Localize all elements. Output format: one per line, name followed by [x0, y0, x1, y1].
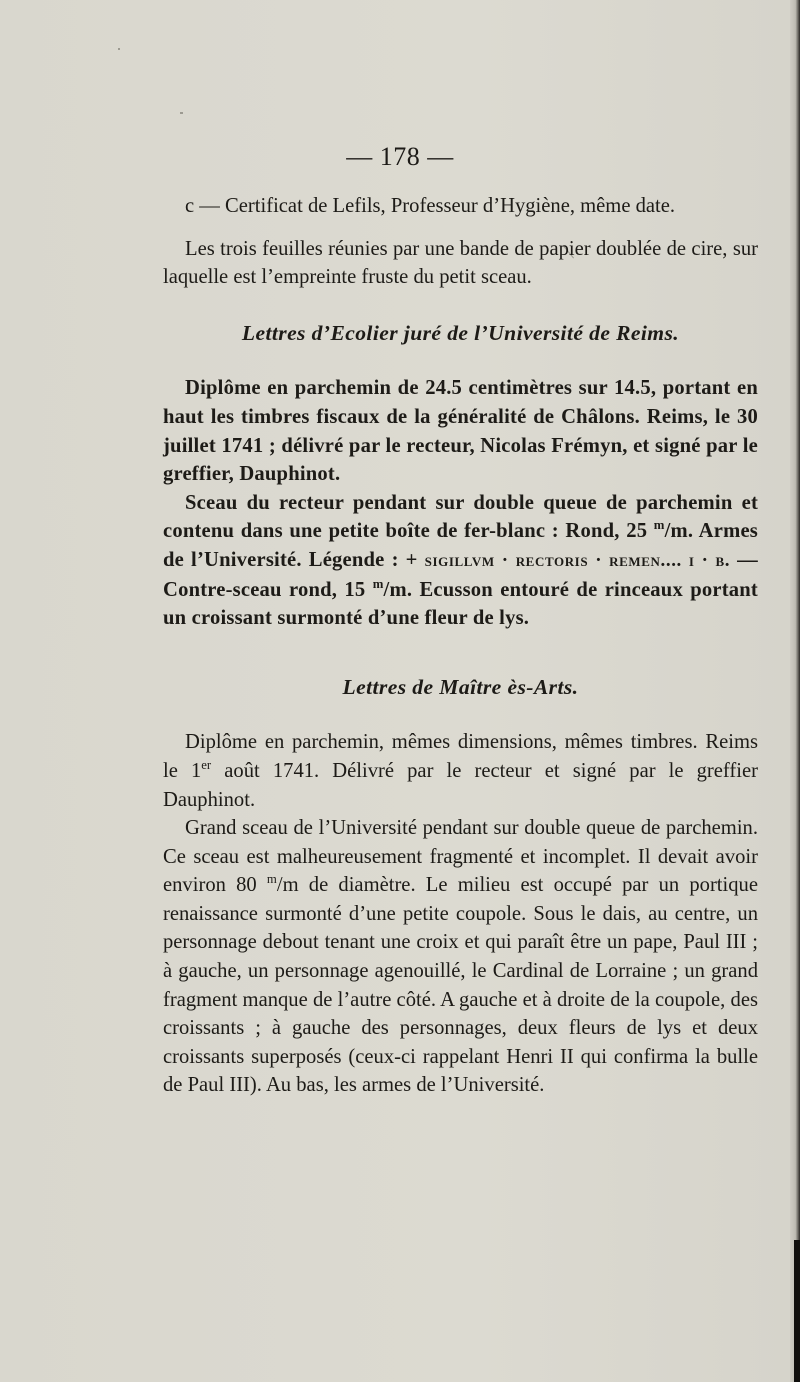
- unit-fraction: $^m$/m: [372, 576, 407, 601]
- scan-speck: [118, 48, 120, 50]
- unit-den: m: [282, 874, 299, 897]
- maitre-seal-text-a: Grand sceau de l’Université pendant sur double queue de parchemin. Ce sceau est malheureusement fragmenté et incomplet. Il devait avoir environ 80: [163, 817, 758, 897]
- certificate-seal-description: Les trois feuilles réunies par une bande de papier doublée de cire, sur laquelle est l’empreinte fruste du petit sceau.: [163, 237, 758, 289]
- unit-num: m: [266, 872, 277, 887]
- ecolier-seal-paragraph: [163, 489, 758, 633]
- maitre-seal-text-b: de diamètre. Le milieu est occupé par un portique renaissance surmonté d’une petite coupole. Sous le dais, au centre, un personnage debout tenant une croix et qui paraît être un pape, Paul III ; à gauche, un personnage agenouillé, le Cardinal de Lorraine ; un grand fragment manque de l’autre côté. A gauche et à droite de la coupole, des croissants ; à gauche des personnages, deux fleurs de lys et deux croissants superposés (ceux-ci rappelant Henri II qui confirma la bulle de Paul III). Au bas, les armes de l’Université.: [163, 874, 758, 1097]
- ordinal-suffix: er: [201, 758, 212, 773]
- maitre-seal-paragraph: [163, 814, 758, 1100]
- section-heading-maitre: Lettres de Maître ès-Arts.: [342, 674, 579, 699]
- unit-den: m: [389, 578, 407, 601]
- unit-num: m: [372, 576, 384, 591]
- ecolier-seal-text-a: Sceau du recteur pendant sur double queue de parchemin et contenu dans une petite boîte de fer-blanc : Rond, 25: [163, 491, 758, 543]
- ecolier-seal-text-c: — Contre-sceau rond, 15: [163, 548, 758, 601]
- maitre-diploma-text-a: Diplôme en parchemin, mêmes dimensions, mêmes timbres. Reims le 1: [163, 731, 758, 782]
- seal-legend: sigillvm · rectoris · remen.... i · b.: [424, 549, 731, 571]
- page-edge-shadow: [790, 0, 800, 1382]
- unit-fraction: $^m$/m: [653, 518, 688, 543]
- unit-num: m: [653, 518, 665, 533]
- unit-den: m: [670, 520, 688, 543]
- scan-speck: [180, 112, 183, 114]
- page-edge-dark-strip: [794, 1240, 800, 1382]
- certificate-line: c — Certificat de Lefils, Professeur d’Hygiène, même date.: [185, 195, 676, 217]
- page-number: — 178 —: [346, 142, 454, 171]
- ecolier-diploma-paragraph: Diplôme en parchemin de 24.5 centimètres sur 14.5, portant en haut les timbres fiscaux de la généralité de Châlons. Reims, le 30 juillet 1741 ; délivré par le recteur, Nicolas Frémyn, et signé par le greffier, Dauphinot.: [163, 377, 758, 486]
- ecolier-section: [163, 374, 758, 632]
- maitre-diploma-paragraph: [163, 728, 758, 814]
- ecolier-seal-text-d: . Ecusson entouré de rinceaux portant un croissant surmonté d’une fleur de lys.: [163, 578, 758, 630]
- ecolier-seal-text-b: . Armes de l’Université. Légende : +: [163, 520, 758, 571]
- document-body: [163, 192, 758, 1100]
- section-heading-ecolier: Lettres d’Ecolier juré de l’Université de Reims.: [241, 320, 680, 345]
- unit-fraction: $^m$/m: [266, 872, 299, 897]
- maitre-section: [163, 728, 758, 1100]
- maitre-diploma-text-b: août 1741. Délivré par le recteur et signé par le greffier Dauphinot.: [163, 759, 758, 811]
